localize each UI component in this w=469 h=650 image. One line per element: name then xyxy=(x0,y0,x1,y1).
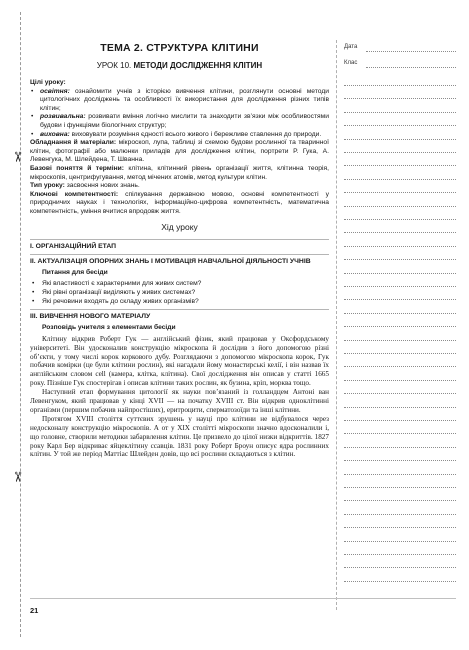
goal-developmental: • розвивальна: розвивати вміння логічно мислити та знаходити зв’язки між особливостями будови і функціями біологічних структур; xyxy=(31,113,329,129)
lesson-type-text: засвоєння нових знань. xyxy=(64,182,140,190)
note-line[interactable] xyxy=(344,340,456,341)
note-line[interactable] xyxy=(344,567,456,568)
date-label: Дата xyxy=(344,44,358,50)
note-line[interactable] xyxy=(344,554,456,555)
note-line[interactable] xyxy=(344,259,456,260)
note-line[interactable] xyxy=(344,407,456,408)
goal-upbringing: • виховна: виховувати розуміння єдності всього живого і бережливе ставлення до природи. xyxy=(31,130,322,138)
stage-title: ІІ. АКТУАЛІЗАЦІЯ ОПОРНИХ ЗНАНЬ І МОТИВАЦІЯ НАВЧАЛЬНОЇ ДІЯЛЬНОСТІ УЧНІВ xyxy=(30,257,311,265)
page-number: 21 xyxy=(30,606,39,615)
note-line[interactable] xyxy=(344,112,456,113)
note-line[interactable] xyxy=(344,206,456,207)
footer-rule xyxy=(30,598,456,599)
goals-heading: Цілі уроку: xyxy=(30,79,66,86)
note-line[interactable] xyxy=(344,286,456,287)
equipment-label: Обладнання й матеріали: xyxy=(30,139,117,147)
note-line[interactable] xyxy=(344,500,456,501)
cut-line xyxy=(20,12,21,637)
note-line[interactable] xyxy=(344,380,456,381)
note-line[interactable] xyxy=(344,326,456,327)
class-label: Клас xyxy=(344,60,358,66)
goal-key: розвивальна: xyxy=(40,113,86,121)
lesson-type xyxy=(30,182,329,191)
list-item: • Які рівні організації виділяють у живих системах? xyxy=(32,289,196,297)
competences-text: спілкування державною мовою, основні компетентності у природничих науках і технологіях, інформаційно-цифрова компетентність, математична компетентність, уміння вчитися впродовж життя. xyxy=(30,190,329,215)
note-line[interactable] xyxy=(344,98,456,99)
lesson-prefix: УРОК 10. xyxy=(96,61,132,70)
note-line[interactable] xyxy=(344,192,456,193)
note-line[interactable] xyxy=(344,420,456,421)
story-heading: Розповідь учителя з елементами бесіди xyxy=(42,324,176,332)
competences-label: Ключові компетентності: xyxy=(30,190,119,198)
note-line[interactable] xyxy=(344,366,456,367)
equipment xyxy=(30,139,329,165)
note-line[interactable] xyxy=(344,299,456,300)
lesson-plan xyxy=(30,42,329,459)
stage-title: ІІІ. ВИВЧЕННЯ НОВОГО МАТЕРІАЛУ xyxy=(30,313,151,321)
note-line[interactable] xyxy=(344,353,456,354)
note-line[interactable] xyxy=(344,474,456,475)
goal-text: виховувати розуміння єдності всього живого і бережливе ставлення до природи. xyxy=(69,130,322,138)
course-heading: Хід уроку xyxy=(161,221,198,232)
date-line[interactable] xyxy=(366,51,456,52)
note-line[interactable] xyxy=(344,179,456,180)
questions-list xyxy=(30,279,329,306)
paragraph: Наступний етап формування цитології як науки пов’язаний із голландцем Антоні ван Левенгуком, який працював у кінці XVII — на початку XVIII ст. Він відкрив одноклітинні організми (першим побачив найпростіших), еритроцити, сперматозоїди та інші клітини. xyxy=(30,388,329,414)
basic-terms-text: клітина, клітинний рівень організації життя, клітинна теорія, мікроскопія, центрифугування, метод мічених атомів, метод культури клітин. xyxy=(30,164,329,181)
stage-organizational xyxy=(30,239,329,251)
note-line[interactable] xyxy=(344,460,456,461)
stage-title: І. ОРГАНІЗАЦІЙНИЙ ЕТАП xyxy=(30,242,117,250)
competences xyxy=(30,191,329,217)
basic-terms-label: Базові поняття й терміни: xyxy=(30,164,124,172)
list-item: • Які речовини входять до складу живих організмів? xyxy=(32,298,199,306)
note-line[interactable] xyxy=(344,273,456,274)
notes-divider xyxy=(336,40,337,610)
equipment-text: мікроскоп, лупа, таблиці зі схемою будови рослинної та тваринної клітин, фотографії або малюнки приладів для дослідження клітин, портрети Р. Гука, А. Левенгука, М. Шлейдена, Т. Шванна. xyxy=(30,139,330,164)
note-line[interactable] xyxy=(344,125,456,126)
scissors-icon: ✂ xyxy=(9,151,26,163)
note-line[interactable] xyxy=(344,139,456,140)
note-line[interactable] xyxy=(344,219,456,220)
note-line[interactable] xyxy=(344,313,456,314)
basic-terms xyxy=(30,165,329,182)
stage-new-material xyxy=(30,309,329,459)
note-line[interactable] xyxy=(344,165,456,166)
note-line[interactable] xyxy=(344,447,456,448)
class-line[interactable] xyxy=(366,67,456,68)
note-line[interactable] xyxy=(344,487,456,488)
note-line[interactable] xyxy=(344,393,456,394)
note-line[interactable] xyxy=(344,527,456,528)
lesson-type-label: Тип уроку: xyxy=(30,182,65,190)
note-line[interactable] xyxy=(344,85,456,86)
note-line[interactable] xyxy=(344,514,456,515)
list-item: • Які властивості є характерними для живих систем? xyxy=(32,280,202,288)
goal-key: освітня: xyxy=(40,87,70,95)
questions-heading: Питання для бесіди xyxy=(42,268,108,276)
paragraph: Клітину відкрив Роберт Гук — англійський фізик, який працював у Оксфордському університеті. Він удосконалив конструкцію мікроскопа й дослідив з його допомогою різні об’єкти, у тому числі корок коркового дубу. Розглядаючи з допомогою мікроскопа корок, Гук побачив комірки (це були клітини рослин), які нагадали йому монастирські келії, і він назвав їх англійським словом cell (камера, клітка, клітина). Свої дослідження він описав у статті 1665 року. Пізніше Гук спостерігав і описав клітини таких рослин, як бузина, кріп, морква тощо. xyxy=(30,334,329,388)
note-line[interactable] xyxy=(344,541,456,542)
goal-text: розвивати вміння логічно мислити та знаходити зв’язки між особливостями будови і функціями біологічних структур; xyxy=(40,113,329,129)
note-line[interactable] xyxy=(344,152,456,153)
note-line[interactable] xyxy=(344,246,456,247)
lesson-title xyxy=(30,61,329,71)
goal-key: виховна: xyxy=(40,130,70,138)
goal-educational: • освітня: ознайомити учнів з історією вивчення клітини, розглянути основні методи цитологічних досліджень та особливості їх використання для дослідження різних типів клітин; xyxy=(31,87,329,112)
lesson-name: МЕТОДИ ДОСЛІДЖЕННЯ КЛІТИН xyxy=(133,61,263,70)
paragraph: Протягом XVIII століття суттєвих зрушень у науці про клітини не відбувалося через недосконалу конструкцію мікроскопів. А от у XIX столітті мікроскопи значно вдосконалили і, що головне, створили методики забарвлення клітин. Це призвело до цілої низки відкриттів. 1827 року Карл Бер відкриває яйцеклітину ссавців. 1831 року Роберт Броун описує ядра рослинних клітин. У той же період Маттіас Шлейден довів, що всі рослини складаються з клітин. xyxy=(30,414,329,459)
note-line[interactable] xyxy=(344,232,456,233)
scissors-icon: ✂ xyxy=(9,471,26,483)
note-line[interactable] xyxy=(344,433,456,434)
goal-text: ознайомити учнів з історією вивчення клітини, розглянути основні методи цитологічних досліджень та особливості їх використання для дослідження різних типів клітин; xyxy=(40,87,329,112)
stage-actualization xyxy=(30,254,329,307)
note-line[interactable] xyxy=(344,581,456,582)
topic-title: ТЕМА 2. СТРУКТУРА КЛІТИНИ xyxy=(100,42,259,54)
